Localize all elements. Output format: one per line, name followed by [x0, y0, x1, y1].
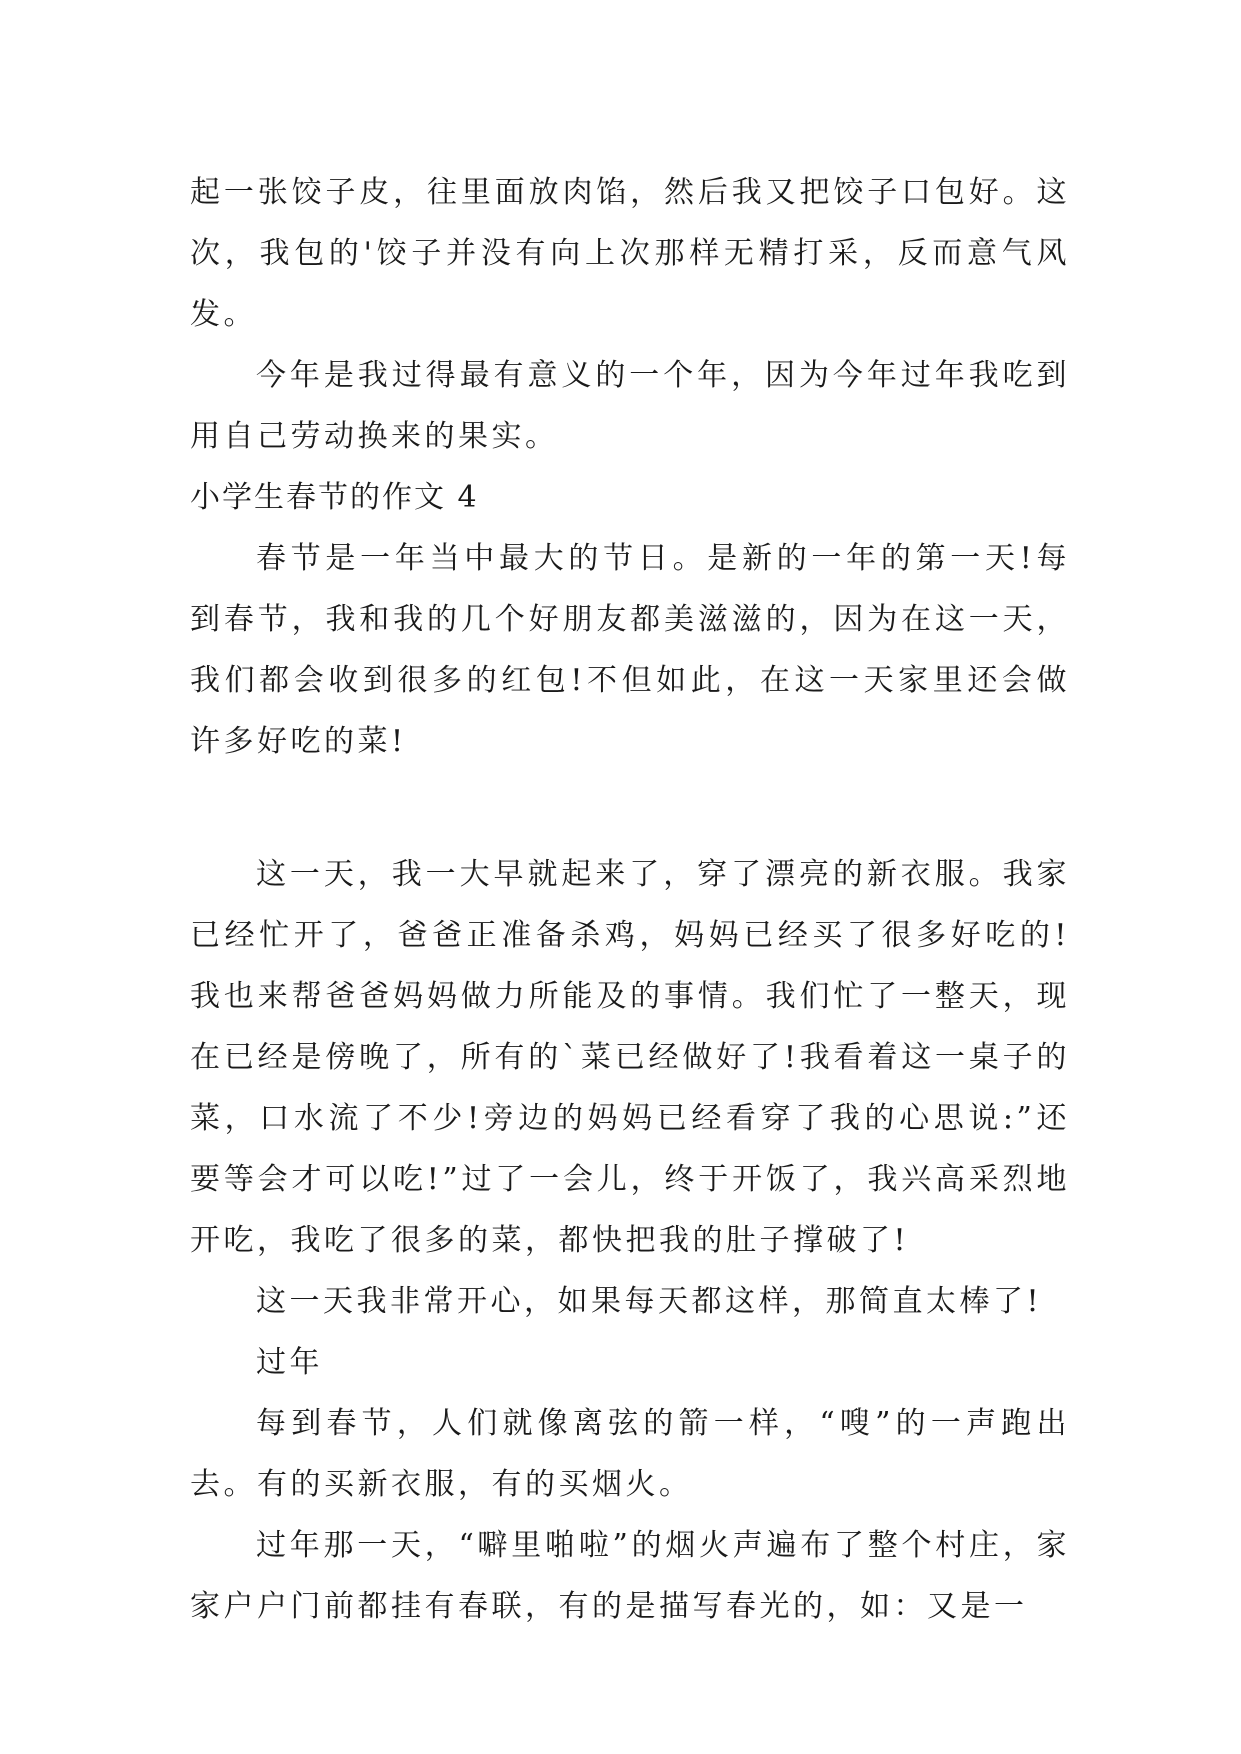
- paragraph-people-rush: 每到春节，人们就像离弦的箭一样，“嗖”的一声跑出去。有的买新衣服，有的买烟火。: [190, 1406, 1070, 1502]
- paragraph-dumpling-continuation: 起一张饺子皮，往里面放肉馅，然后我又把饺子口包好。这次，我包的'饺子并没有向上次那样无精打采，反而意气风发。: [190, 175, 1070, 332]
- paragraph-spring-festival-intro: 春节是一年当中最大的节日。是新的一年的第一天!每到春节，我和我的几个好朋友都美滋滋的，因为在这一天，我们都会收到很多的红包!不但如此，在这一天家里还会做许多好吃的菜!: [190, 541, 1070, 759]
- subheading-new-year: 过年: [256, 1345, 323, 1380]
- essay-heading: 小学生春节的作文 4: [190, 480, 479, 515]
- document-body: [190, 162, 1070, 1637]
- paragraph-happy-day: 这一天我非常开心，如果每天都这样，那简直太棒了!: [256, 1284, 1043, 1319]
- paragraph-firecrackers: 过年那一天，“噼里啪啦”的烟火声遍布了整个村庄，家家户户门前都挂有春联，有的是描写春光的，如：又是一: [190, 1528, 1070, 1624]
- paragraph-spacer: [190, 772, 1070, 844]
- paragraph-meaningful-year: 今年是我过得最有意义的一个年，因为今年过年我吃到用自己劳动换来的果实。: [190, 358, 1070, 454]
- paragraph-festival-day: 这一天，我一大早就起来了，穿了漂亮的新衣服。我家已经忙开了，爸爸正准备杀鸡，妈妈已经买了很多好吃的!我也来帮爸爸妈妈做力所能及的事情。我们忙了一整天，现在已经是傍晚了，所有的`菜已经做好了!我看着这一桌子的菜，口水流了不少!旁边的妈妈已经看穿了我的心思说:”还要等会才可以吃!”过了一会儿，终于开饭了，我兴高采烈地开吃，我吃了很多的菜，都快把我的肚子撑破了!: [190, 857, 1070, 1258]
